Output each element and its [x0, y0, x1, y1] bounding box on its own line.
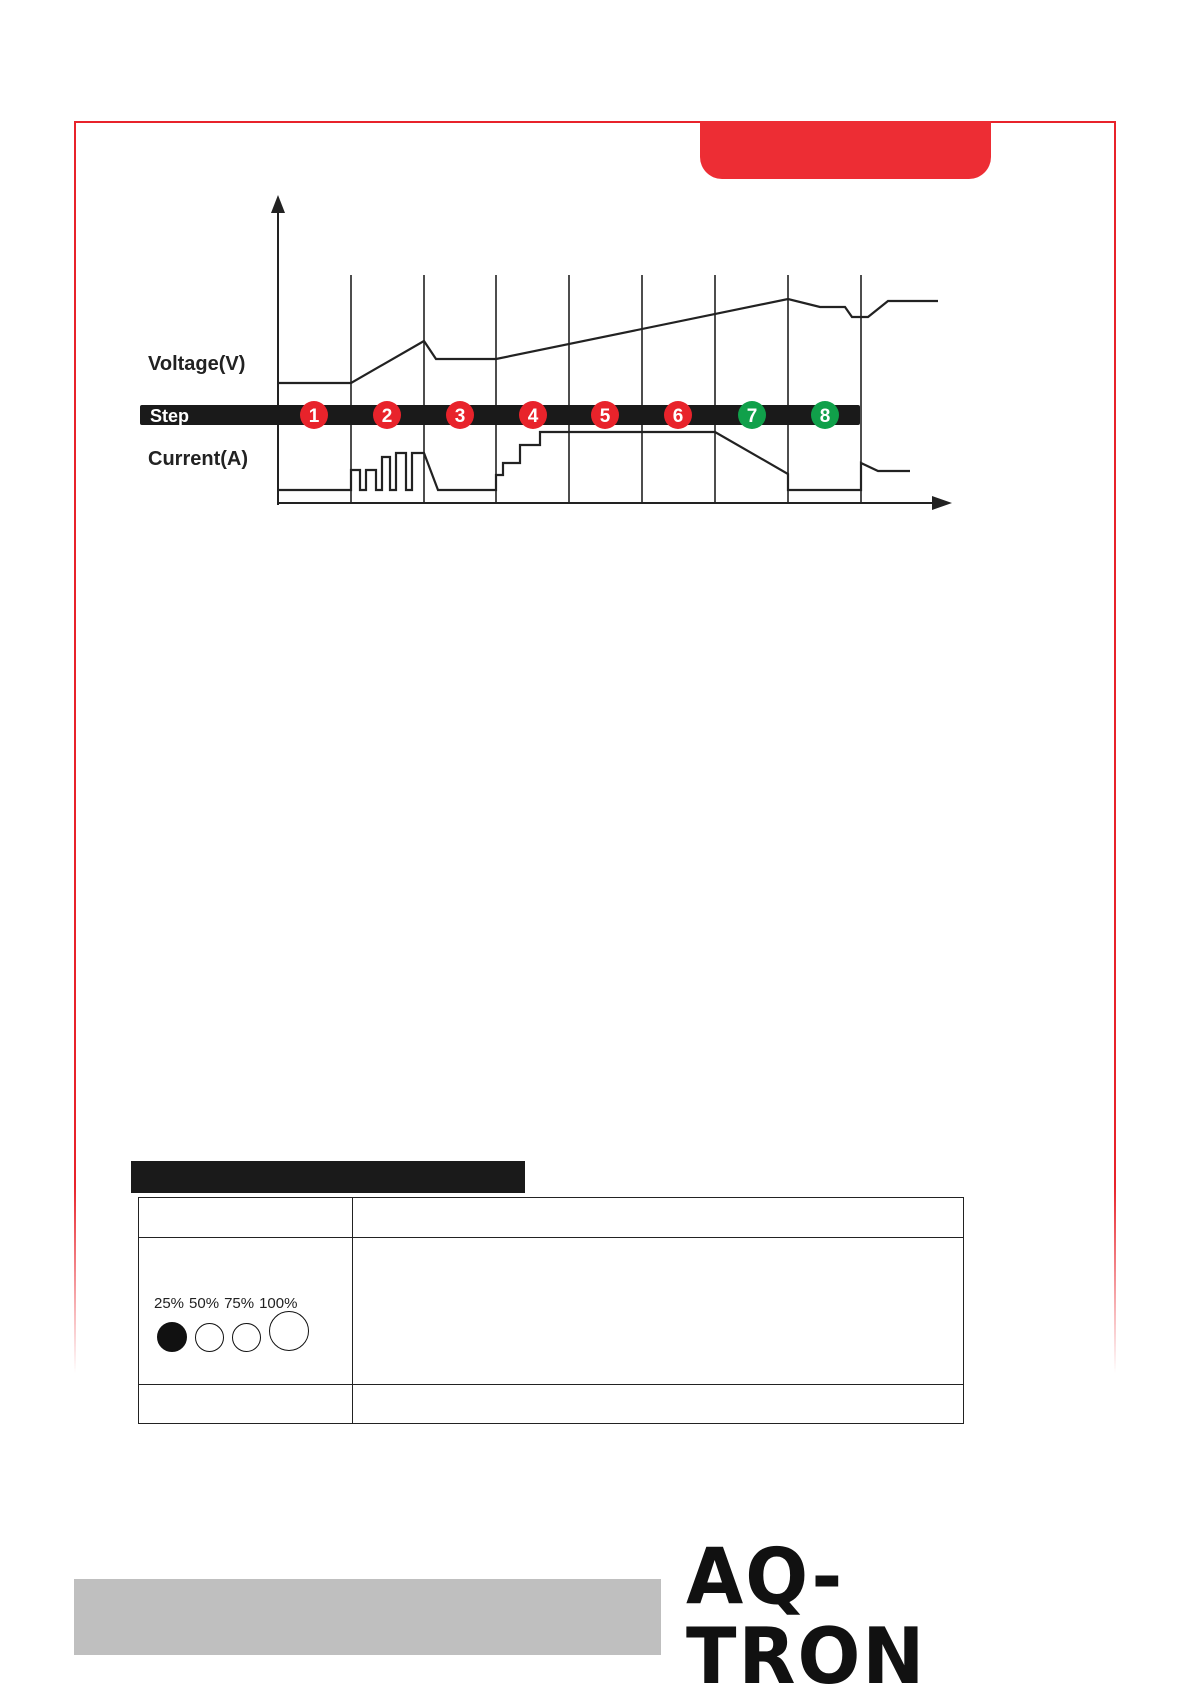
current-label: Current(A): [148, 448, 248, 470]
table-row: [139, 1198, 964, 1238]
charging-steps-diagram: [140, 195, 960, 525]
step-number: 3: [454, 406, 466, 427]
current-curve: [278, 432, 910, 490]
x-axis-arrow: [932, 496, 952, 510]
table-cell: [139, 1385, 353, 1424]
table-row: [139, 1238, 964, 1385]
table-cell: [353, 1385, 964, 1424]
pct-75: 75%: [224, 1295, 255, 1312]
voltage-label: Voltage(V): [148, 353, 246, 375]
step-number: 8: [819, 406, 831, 427]
led-empty-large-icon: [269, 1311, 309, 1351]
step-number: 1: [308, 406, 320, 427]
led-filled-icon: [157, 1322, 187, 1352]
pct-50: 50%: [189, 1295, 220, 1312]
led-legend-cell: [139, 1238, 353, 1385]
led-dots: [139, 1312, 352, 1352]
table-row: [139, 1385, 964, 1424]
brand-logo: AQ-TRON: [686, 1531, 927, 1702]
y-axis-arrow: [271, 195, 285, 213]
step-number: 2: [381, 406, 393, 427]
step-dividers: [351, 275, 861, 503]
led-indicator-table: [138, 1197, 964, 1424]
pct-100: 100%: [259, 1295, 298, 1312]
led-empty-icon: [232, 1323, 261, 1352]
table-cell: [139, 1198, 353, 1238]
step-number: 4: [527, 406, 539, 427]
section-heading-bar: [131, 1161, 525, 1193]
step-number: 5: [599, 406, 611, 427]
step-number: 7: [746, 406, 758, 427]
step-label: Step: [150, 406, 190, 426]
pct-25: 25%: [154, 1295, 185, 1312]
step-number: 6: [672, 406, 684, 427]
table-cell: [353, 1198, 964, 1238]
footer-bar: [74, 1579, 661, 1655]
led-empty-icon: [195, 1323, 224, 1352]
header-tab: [700, 121, 991, 179]
table-cell: [353, 1238, 964, 1385]
percentage-labels: [139, 1238, 352, 1312]
voltage-curve: [278, 299, 938, 383]
